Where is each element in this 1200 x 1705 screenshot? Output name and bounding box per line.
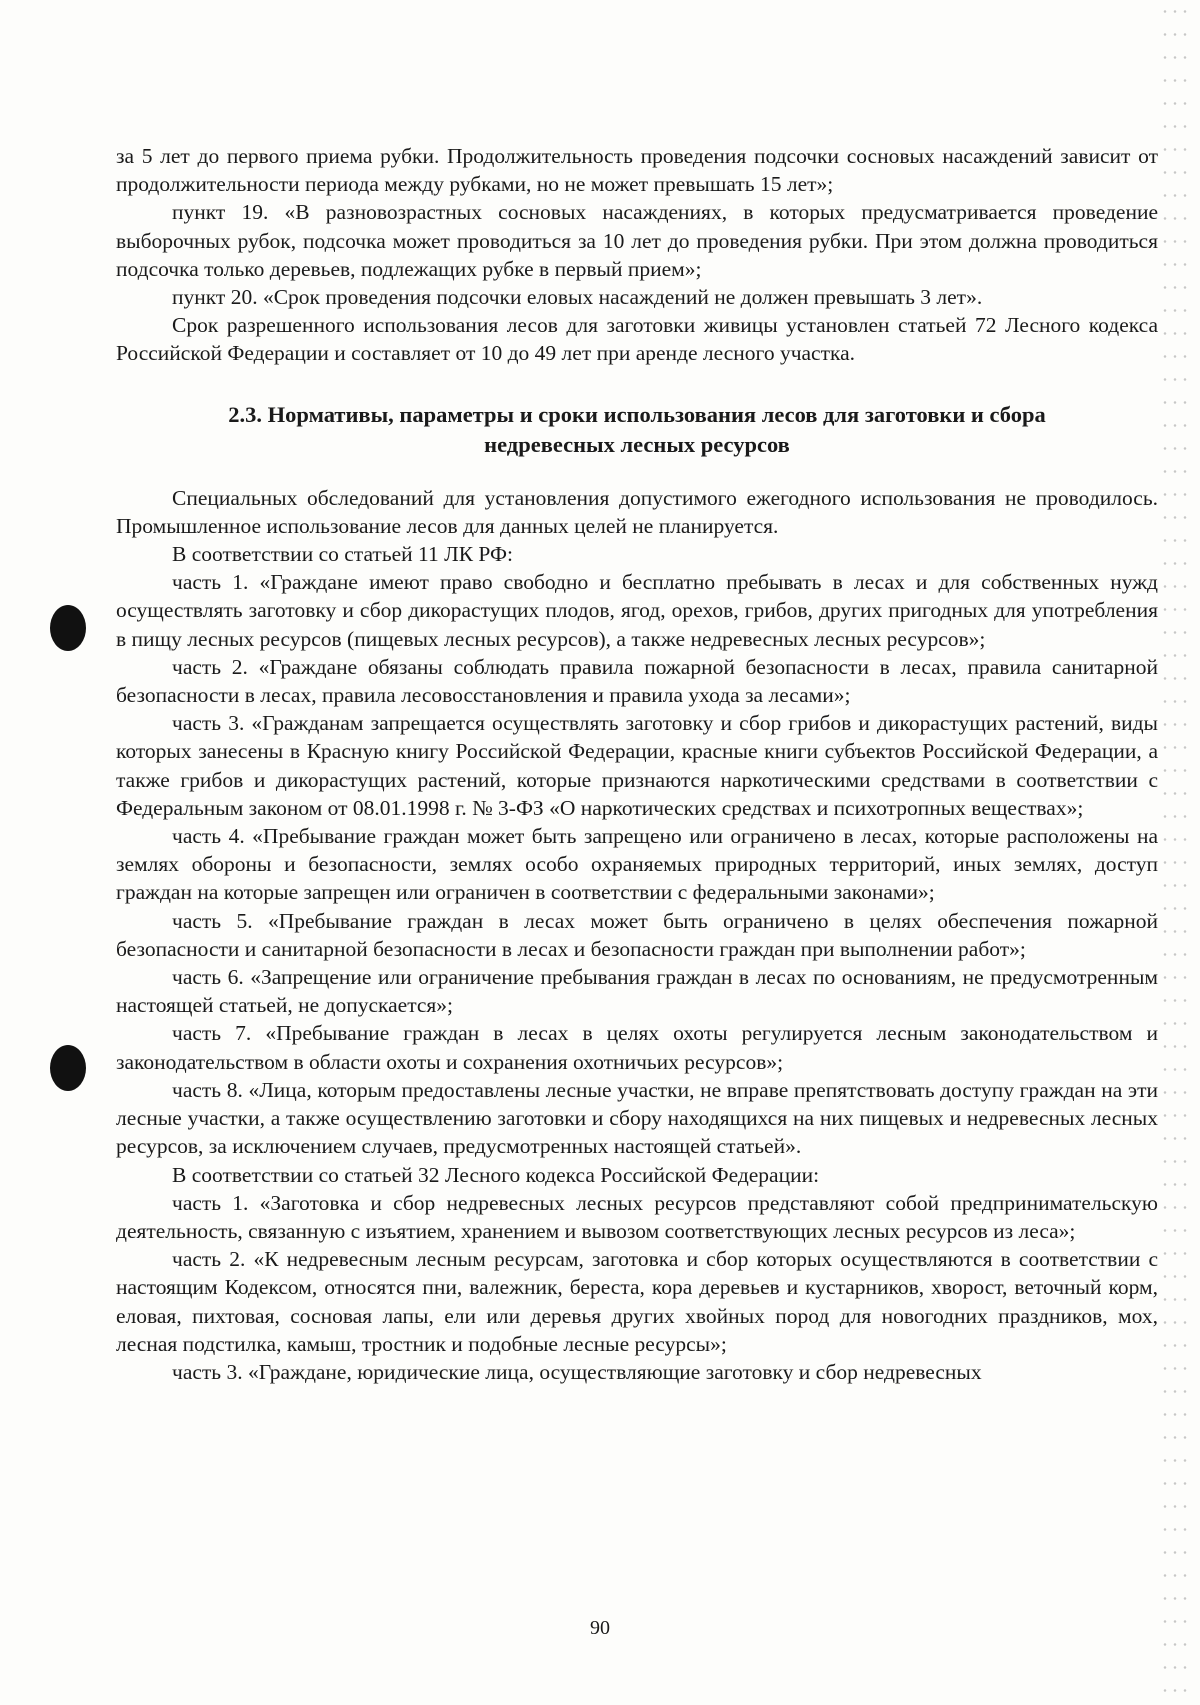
- paragraph: за 5 лет до первого приема рубки. Продолжительность проведения подсочки сосновых насаждений зависит от продолжительности периода между рубками, но не может превышать 15 лет»;: [116, 144, 1158, 197]
- scan-edge-noise: [1160, 0, 1190, 1705]
- paragraph: часть 2. «Граждане обязаны соблюдать правила пожарной безопасности в лесах, правила санитарной безопасности в лесах, правила лесовосстановления и правила ухода за лесами»;: [116, 654, 1158, 708]
- paragraph: часть 3. «Гражданам запрещается осуществлять заготовку и сбор грибов и дикорастущих растений, виды которых занесены в Красную книгу Российской Федерации, красные книги субъектов Российской Федерации, а также грибов и дикорастущих растений, которые признаются наркотическими средствами в соответствии с Федеральным законом от 08.01.1998 г. № 3-ФЗ «О наркотических средствах и психотропных веществах»;: [116, 711, 1158, 820]
- paragraph: часть 3. «Граждане, юридические лица, осуществляющие заготовку и сбор недревесных: [172, 1359, 982, 1384]
- section-heading-line: недревесных лесных ресурсов: [484, 431, 790, 457]
- paragraph: В соответствии со статьей 11 ЛК РФ:: [172, 542, 513, 567]
- section-heading-line: 2.3. Нормативы, параметры и сроки использования лесов для заготовки и сбора: [228, 401, 1046, 427]
- punch-hole: [50, 605, 86, 651]
- paragraph: часть 5. «Пребывание граждан в лесах может быть ограничено в целях обеспечения пожарной безопасности и санитарной безопасности в лесах и безопасности граждан при выполнении работ»;: [116, 908, 1158, 961]
- document-body: [116, 142, 1158, 1386]
- paragraph: часть 8. «Лица, которым предоставлены лесные участки, не вправе препятствовать доступу граждан на эти лесные участки, а также осуществлению заготовки и сбору находящихся на них пищевых и недревесных лесных ресурсов, за исключением случаев, предусмотренных настоящей статьей».: [116, 1077, 1158, 1159]
- paragraph: часть 7. «Пребывание граждан в лесах в целях охоты регулируется лесным законодательством и законодательством в области охоты и сохранения охотничьих ресурсов»;: [116, 1021, 1158, 1074]
- paragraph: часть 2. «К недревесным лесным ресурсам, заготовка и сбор которых осуществляются в соответствии с настоящим Кодексом, относятся пни, валежник, береста, кора деревьев и кустарников, хворост, веточный корм, еловая, пихтовая, сосновая лапы, ели или деревья других хвойных пород для новогодних праздников, мох, лесная подстилка, камыш, тростник и подобные лесные ресурсы»;: [116, 1247, 1158, 1356]
- paragraph: Срок разрешенного использования лесов для заготовки живицы установлен статьей 72 Лесного кодекса Российской Федерации и составляет от 10 до 49 лет при аренде лесного участка.: [116, 313, 1158, 366]
- paragraph: пункт 20. «Срок проведения подсочки еловых насаждений не должен превышать 3 лет».: [172, 285, 983, 310]
- paragraph: В соответствии со статьей 32 Лесного кодекса Российской Федерации:: [172, 1162, 820, 1187]
- paragraph: часть 4. «Пребывание граждан может быть запрещено или ограничено в лесах, которые расположены на землях обороны и безопасности, землях особо охраняемых природных территорий, иных землях, доступ граждан на которые запрещен или ограничен в соответствии с федеральными законами»;: [116, 824, 1158, 905]
- page-number: 90: [590, 1617, 610, 1639]
- section-heading: [116, 400, 1158, 460]
- punch-hole: [50, 1045, 86, 1091]
- paragraph: часть 1. «Граждане имеют право свободно и бесплатно пребывать в лесах и для собственных нужд осуществлять заготовку и сбор дикорастущих плодов, ягод, орехов, грибов, других пригодных для употребления в пищу лесных ресурсов (пищевых лесных ресурсов), а также недревесных лесных ресурсов»;: [116, 570, 1158, 651]
- paragraph: Специальных обследований для установления допустимого ежегодного использования не проводилось. Промышленное использование лесов для данных целей не планируется.: [116, 485, 1158, 538]
- paragraph: часть 1. «Заготовка и сбор недревесных лесных ресурсов представляют собой предпринимательскую деятельность, связанную с изъятием, хранением и вывозом соответствующих лесных ресурсов из леса»;: [116, 1190, 1158, 1243]
- paragraph: часть 6. «Запрещение или ограничение пребывания граждан в лесах по основаниям, не предусмотренным настоящей статьей, не допускается»;: [116, 965, 1158, 1018]
- paragraph: пункт 19. «В разновозрастных сосновых насаждениях, в которых предусматривается проведение выборочных рубок, подсочка может проводиться за 10 лет до проведения рубки. При этом должна проводиться подсочка только деревьев, подлежащих рубке в первый прием»;: [116, 200, 1158, 281]
